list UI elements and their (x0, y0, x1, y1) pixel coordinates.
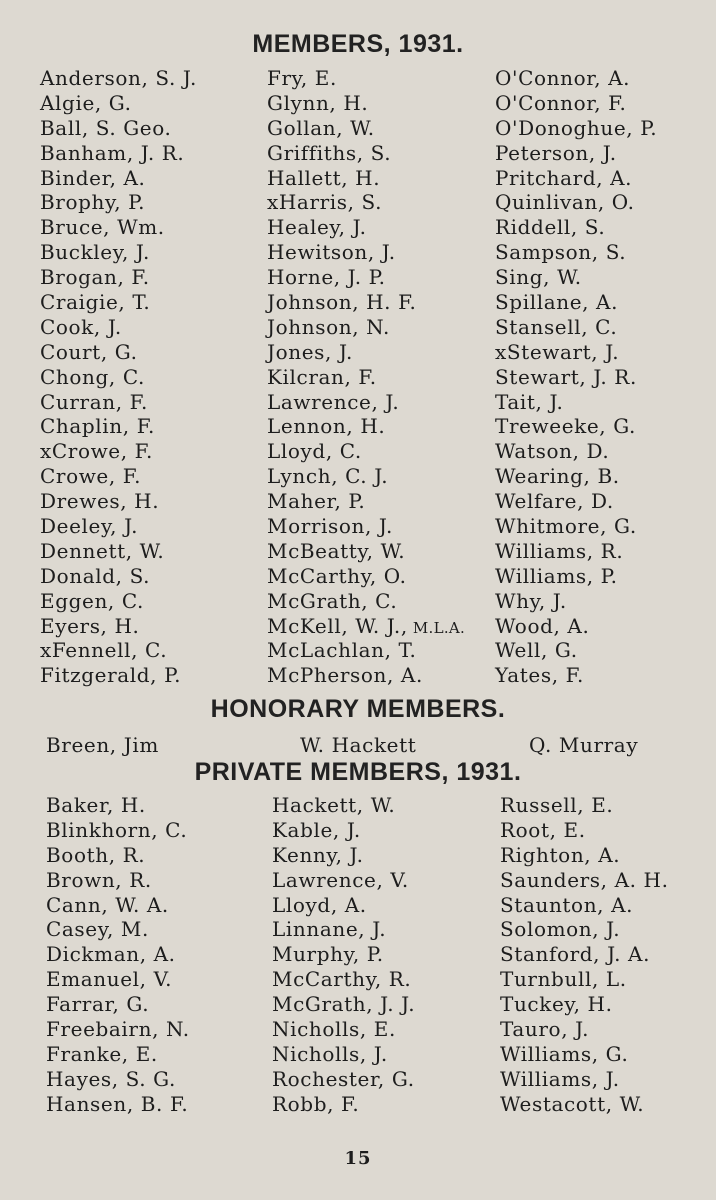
member-name: O'Connor, F. (495, 90, 627, 115)
member-name: Hallett, H. (267, 165, 381, 190)
members-column-3 (495, 66, 657, 688)
member-name: Kenny, J. (272, 842, 364, 867)
member-name: Why, J. (495, 588, 567, 613)
member-name: Buckley, J. (40, 240, 150, 265)
private-members-heading: PRIVATE MEMBERS, 1931. (194, 758, 522, 786)
member-name: Algie, G. (40, 90, 132, 115)
member-name: xHarris, S. (267, 190, 383, 215)
member-name: Casey, M. (46, 917, 149, 942)
member-name: xCrowe, F. (40, 439, 153, 464)
member-name: Stansell, C. (495, 314, 618, 339)
member-name: Fitzgerald, P. (40, 663, 182, 688)
member-name: Horne, J. P. (267, 265, 386, 290)
member-name: Healey, J. (267, 215, 367, 240)
member-name: McCarthy, O. (267, 563, 407, 588)
member-name: Watson, D. (495, 439, 610, 464)
member-name: Williams, P. (495, 563, 618, 588)
member-name: Kable, J. (272, 817, 361, 842)
member-name: Gollan, W. (267, 115, 375, 140)
member-name: Glynn, H. (267, 90, 369, 115)
private-members-column-3 (500, 793, 669, 1117)
member-name: Wood, A. (495, 613, 590, 638)
member-name: Williams, J. (500, 1066, 620, 1091)
member-name: McKell, W. J., M.L.A. (267, 613, 466, 638)
member-name: xStewart, J. (495, 339, 620, 364)
member-name: Tauro, J. (500, 1017, 590, 1042)
member-name: Righton, A. (500, 842, 621, 867)
member-name: Wearing, B. (495, 464, 620, 489)
member-name: McBeatty, W. (267, 538, 406, 563)
member-name: Booth, R. (46, 842, 146, 867)
member-name: Treweeke, G. (495, 414, 637, 439)
member-name: Westacott, W. (500, 1091, 645, 1116)
member-name: Blinkhorn, C. (46, 817, 188, 842)
member-name: Lennon, H. (267, 414, 386, 439)
member-name: Craigie, T. (40, 290, 151, 315)
member-name: Brogan, F. (40, 265, 150, 290)
page-number: 15 (344, 1148, 372, 1169)
member-name: Morrison, J. (267, 514, 393, 539)
member-name: Court, G. (40, 339, 138, 364)
member-name: Solomon, J. (500, 917, 621, 942)
member-name: xFennell, C. (40, 638, 168, 663)
member-name: Maher, P. (267, 489, 366, 514)
member-name: Ball, S. Geo. (40, 115, 172, 140)
member-name: Jones, J. (267, 339, 353, 364)
member-name: Spillane, A. (495, 290, 619, 315)
private-members-column-1 (46, 793, 190, 1117)
member-name: Dennett, W. (40, 538, 165, 563)
member-name: McGrath, J. J. (272, 992, 416, 1017)
member-name: Lawrence, V. (272, 867, 409, 892)
member-name: Lawrence, J. (267, 389, 400, 414)
member-name: Farrar, G. (46, 992, 150, 1017)
member-name: McCarthy, R. (272, 967, 412, 992)
member-name: Brophy, P. (40, 190, 146, 215)
member-name: Yates, F. (495, 663, 584, 688)
member-name: Griffiths, S. (267, 140, 392, 165)
member-name: Stewart, J. R. (495, 364, 637, 389)
member-name: Nicholls, J. (272, 1041, 388, 1066)
private-members-column-2 (272, 793, 415, 1117)
member-name: Murphy, P. (272, 942, 384, 967)
members-column-2 (267, 66, 465, 688)
honorary-members-heading: HONORARY MEMBERS. (210, 695, 506, 723)
member-name: Hewitson, J. (267, 240, 396, 265)
member-name: Riddell, S. (495, 215, 606, 240)
member-name: McLachlan, T. (267, 638, 417, 663)
member-name: Donald, S. (40, 563, 151, 588)
member-name: Linnane, J. (272, 917, 387, 942)
member-name: Welfare, D. (495, 489, 614, 514)
member-name: Brown, R. (46, 867, 152, 892)
member-name: Curran, F. (40, 389, 148, 414)
member-name: Robb, F. (272, 1091, 360, 1116)
members-heading: MEMBERS, 1931. (252, 30, 464, 58)
member-name: Well, G. (495, 638, 578, 663)
honorary-member-name: Q. Murray (529, 733, 639, 757)
member-name: Freebairn, N. (46, 1017, 190, 1042)
member-name: Lloyd, C. (267, 439, 362, 464)
member-name: Deeley, J. (40, 514, 139, 539)
mla-suffix: M.L.A. (407, 618, 466, 637)
member-name: Bruce, Wm. (40, 215, 165, 240)
member-name: Anderson, S. J. (40, 66, 197, 90)
member-name: Turnbull, L. (500, 967, 627, 992)
member-name: Saunders, A. H. (500, 867, 669, 892)
member-name: Cann, W. A. (46, 892, 169, 917)
member-name: Chaplin, F. (40, 414, 156, 439)
member-name: Williams, G. (500, 1041, 629, 1066)
member-name: O'Donoghue, P. (495, 115, 658, 140)
member-name: Binder, A. (40, 165, 146, 190)
member-name: Pritchard, A. (495, 165, 633, 190)
member-name: Banham, J. R. (40, 140, 185, 165)
member-name: Russell, E. (500, 793, 614, 817)
member-name: Johnson, N. (267, 314, 390, 339)
member-name: Tait, J. (495, 389, 564, 414)
member-name: Root, E. (500, 817, 586, 842)
member-name: Sampson, S. (495, 240, 627, 265)
member-name: Nicholls, E. (272, 1017, 396, 1042)
member-name: Lynch, C. J. (267, 464, 389, 489)
member-name: Whitmore, G. (495, 514, 637, 539)
member-name: Fry, E. (267, 66, 337, 90)
member-name: Dickman, A. (46, 942, 176, 967)
member-name: Drewes, H. (40, 489, 160, 514)
member-name: Stanford, J. A. (500, 942, 651, 967)
member-name: Kilcran, F. (267, 364, 377, 389)
member-name: McGrath, C. (267, 588, 398, 613)
member-name: Hackett, W. (272, 793, 396, 817)
member-name: Sing, W. (495, 265, 582, 290)
member-name: Franke, E. (46, 1041, 158, 1066)
member-name: Hayes, S. G. (46, 1066, 177, 1091)
member-name: Crowe, F. (40, 464, 142, 489)
member-name: Eggen, C. (40, 588, 144, 613)
member-name: Lloyd, A. (272, 892, 367, 917)
member-name: Chong, C. (40, 364, 145, 389)
member-name: O'Connor, A. (495, 66, 631, 90)
member-name: Staunton, A. (500, 892, 634, 917)
member-name: McPherson, A. (267, 663, 423, 688)
member-name: Williams, R. (495, 538, 624, 563)
member-name: Baker, H. (46, 793, 146, 817)
member-name: Cook, J. (40, 314, 122, 339)
member-name: Emanuel, V. (46, 967, 173, 992)
member-name: Eyers, H. (40, 613, 140, 638)
member-name: Peterson, J. (495, 140, 617, 165)
member-name: Johnson, H. F. (267, 290, 417, 315)
member-name: Quinlivan, O. (495, 190, 635, 215)
member-name: Hansen, B. F. (46, 1091, 189, 1116)
member-name: Tuckey, H. (500, 992, 613, 1017)
honorary-member-name: Breen, Jim (46, 733, 159, 757)
members-column-1 (40, 66, 197, 688)
member-name: Rochester, G. (272, 1066, 415, 1091)
honorary-member-name: W. Hackett (300, 733, 417, 757)
